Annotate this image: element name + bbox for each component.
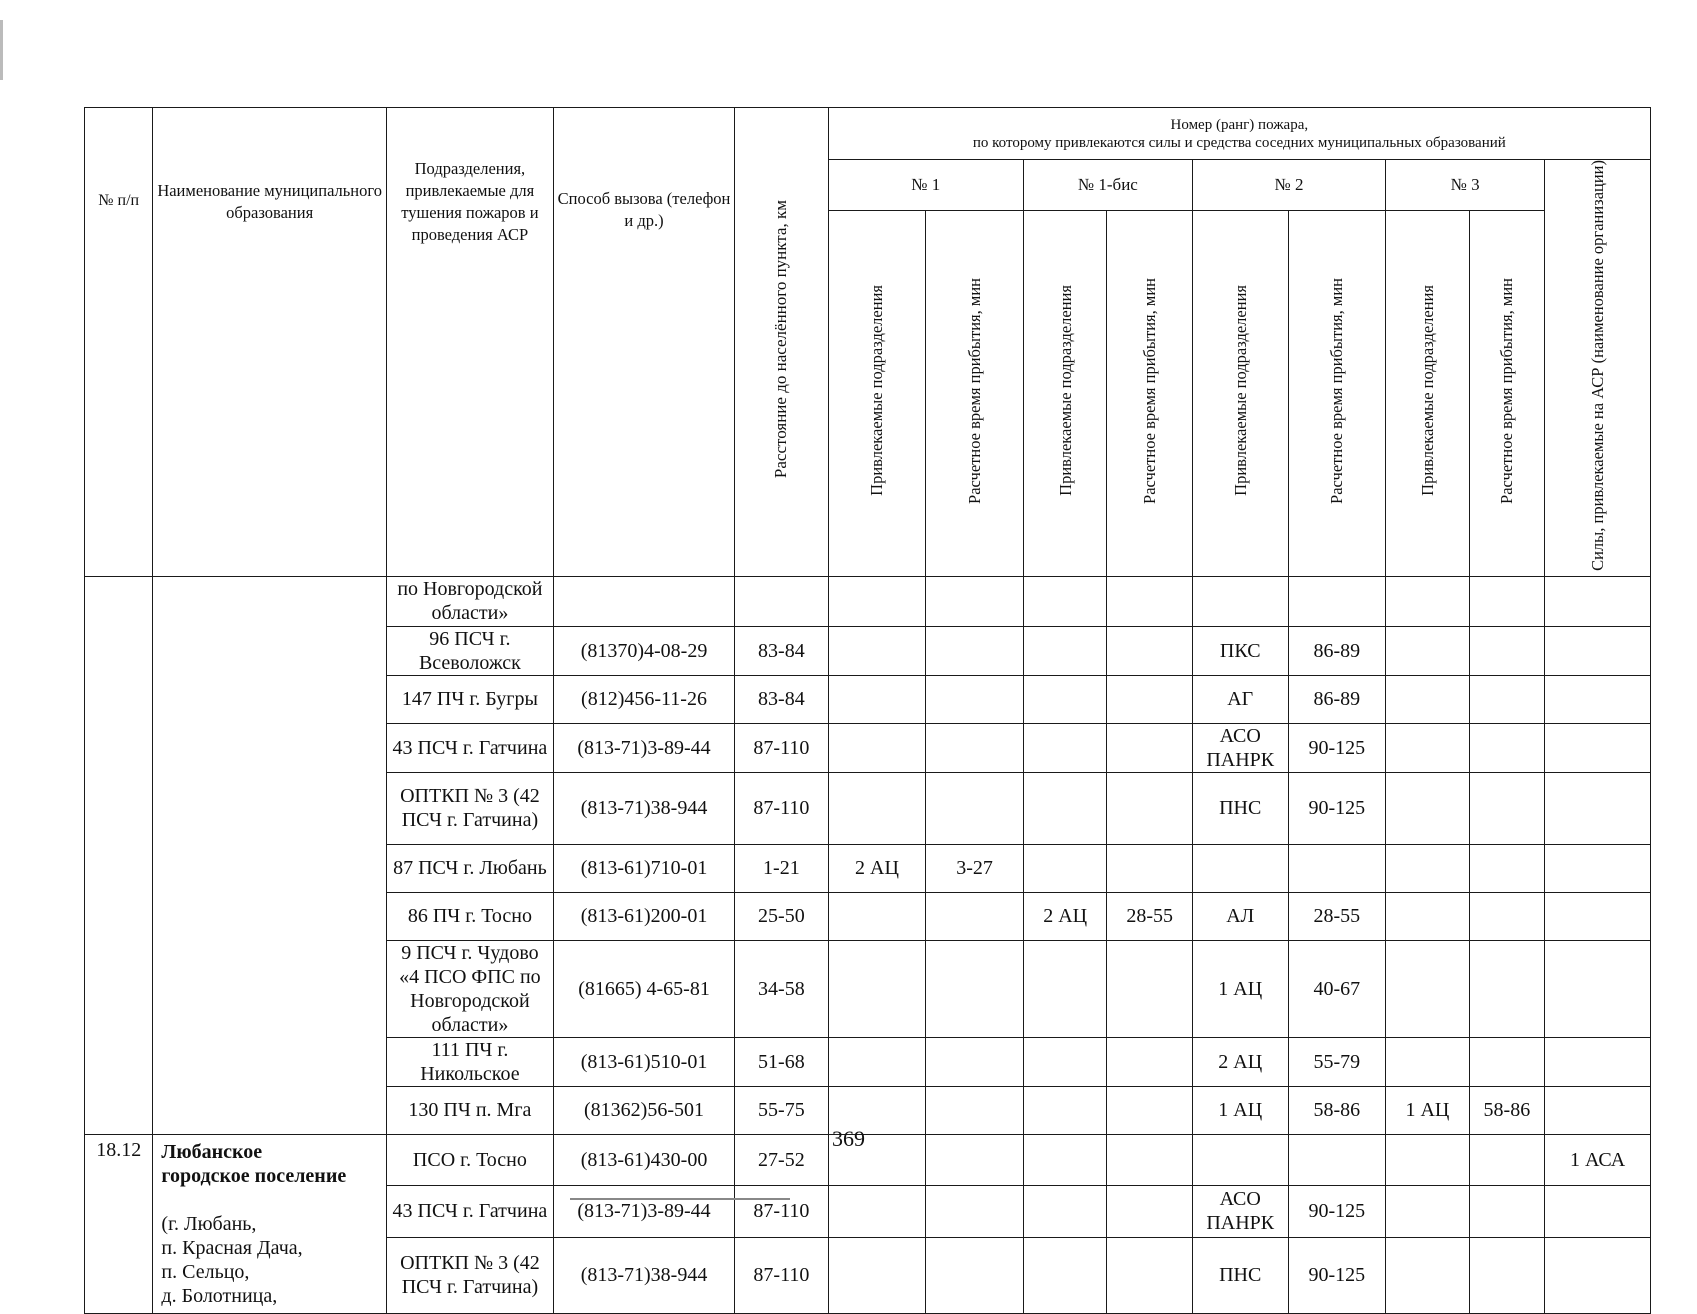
header-rank-group — [828, 108, 1650, 160]
rank1-units-cell — [828, 1237, 926, 1313]
municipality-name-line-1: Любанское — [161, 1140, 263, 1163]
unit-cell: ОПТКП № 3 (42 ПСЧ г. Гатчина) — [386, 1237, 553, 1313]
header-call-method: Способ вызова (телефон и др.) — [553, 108, 734, 577]
distance-cell: 87-110 — [735, 1185, 829, 1237]
continued-num-cell — [85, 576, 153, 1134]
rank2-units-cell: 1 АЦ — [1192, 940, 1288, 1037]
rank3-time-cell — [1469, 723, 1544, 772]
header-rank-title-1: Номер (ранг) пожара, — [1170, 116, 1309, 133]
phone-cell: (813-71)38-944 — [553, 772, 734, 844]
header-rank-2: № 2 — [1192, 160, 1385, 211]
distance-cell — [735, 576, 829, 626]
distance-cell: 27-52 — [735, 1134, 829, 1185]
header-asr-forces — [1545, 160, 1651, 577]
rank3-time-cell — [1469, 576, 1544, 626]
rank2-time-cell: 55-79 — [1288, 1037, 1386, 1086]
distance-cell: 83-84 — [735, 626, 829, 675]
distance-cell: 55-75 — [735, 1086, 829, 1134]
rank1bis-time-cell — [1107, 675, 1193, 723]
rank2-time-cell: 40-67 — [1288, 940, 1386, 1037]
asr-forces-cell — [1545, 1037, 1651, 1086]
asr-forces-cell — [1545, 892, 1651, 940]
rank1bis-time-cell — [1107, 772, 1193, 844]
header-municipality: Наименование муниципального образования — [153, 108, 386, 577]
phone-cell: (813-71)38-944 — [553, 1237, 734, 1313]
rank3-units-cell — [1386, 892, 1470, 940]
page-number: 369 — [832, 1126, 865, 1151]
rank2-units-cell: ПКС — [1192, 626, 1288, 675]
asr-forces-cell — [1545, 723, 1651, 772]
rank1-time-cell — [926, 1185, 1024, 1237]
rank1bis-time-cell — [1107, 844, 1193, 892]
header-rank-1: № 1 — [828, 160, 1023, 211]
rank3-time-cell — [1469, 844, 1544, 892]
asr-forces-cell — [1545, 772, 1651, 844]
phone-cell: (813-61)430-00 — [553, 1134, 734, 1185]
rank2-time-cell — [1288, 844, 1386, 892]
header-rank2-units — [1192, 210, 1288, 576]
header-distance-text: Расстояние до населённого пункта, км — [771, 200, 791, 479]
rank2-time-cell: 90-125 — [1288, 772, 1386, 844]
phone-cell: (813-71)3-89-44 — [553, 1185, 734, 1237]
rank3-time-cell — [1469, 675, 1544, 723]
rank1bis-time-cell — [1107, 1037, 1193, 1086]
municipality-place: (г. Любань, — [161, 1212, 257, 1235]
rank1-time-cell — [926, 772, 1024, 844]
rank1bis-time-cell — [1107, 576, 1193, 626]
municipality-name — [153, 1134, 386, 1313]
header-rank-3: № 3 — [1386, 160, 1545, 211]
header-rank1bis-units-text: Привлекаемые подразделения — [1055, 285, 1075, 497]
rank1-units-cell — [828, 772, 926, 844]
rank1bis-units-cell — [1023, 772, 1107, 844]
table-header — [85, 108, 1651, 577]
header-rank1bis-units — [1023, 210, 1107, 576]
rank1-units-cell — [828, 1037, 926, 1086]
rank2-units-cell — [1192, 844, 1288, 892]
rank1-time-cell — [926, 576, 1024, 626]
distance-cell: 87-110 — [735, 1237, 829, 1313]
unit-cell: 96 ПСЧ г. Всеволожск — [386, 626, 553, 675]
rank3-units-cell — [1386, 940, 1470, 1037]
rank3-time-cell — [1469, 772, 1544, 844]
phone-cell: (81362)56-501 — [553, 1086, 734, 1134]
rank1-time-cell — [926, 940, 1024, 1037]
rank2-time-cell: 86-89 — [1288, 675, 1386, 723]
header-asr-forces-text: Силы, привлекаемые на АСР (наименование организации) — [1588, 160, 1608, 571]
rank1bis-time-cell — [1107, 940, 1193, 1037]
rank1-units-cell — [828, 723, 926, 772]
rank2-time-cell: 28-55 — [1288, 892, 1386, 940]
rank1bis-units-cell — [1023, 1185, 1107, 1237]
rank1bis-time-cell — [1107, 1237, 1193, 1313]
rank3-time-cell — [1469, 1237, 1544, 1313]
unit-cell: по Новгородской области» — [386, 576, 553, 626]
rank1-time-cell — [926, 1037, 1024, 1086]
rank3-units-cell — [1386, 1037, 1470, 1086]
header-rank3-units-text: Привлекаемые подразделения — [1417, 285, 1437, 497]
rank2-units-cell: АСО ПАНРК — [1192, 1185, 1288, 1237]
distance-cell: 87-110 — [735, 723, 829, 772]
unit-cell: 43 ПСЧ г. Гатчина — [386, 723, 553, 772]
header-rank3-units — [1386, 210, 1470, 576]
unit-cell: 9 ПСЧ г. Чудово «4 ПСО ФПС по Новгородской области» — [386, 940, 553, 1037]
municipality-place: д. Болотница, — [161, 1284, 278, 1307]
rank2-units-cell — [1192, 576, 1288, 626]
distance-cell: 83-84 — [735, 675, 829, 723]
rank2-time-cell — [1288, 576, 1386, 626]
unit-cell: ОПТКП № 3 (42 ПСЧ г. Гатчина) — [386, 772, 553, 844]
rank2-units-cell: ПНС — [1192, 772, 1288, 844]
header-rank1-time — [926, 210, 1024, 576]
unit-cell: 111 ПЧ г. Никольское — [386, 1037, 553, 1086]
rank2-time-cell: 58-86 — [1288, 1086, 1386, 1134]
rank3-time-cell — [1469, 892, 1544, 940]
phone-cell: (813-71)3-89-44 — [553, 723, 734, 772]
rank1-units-cell — [828, 626, 926, 675]
rank2-units-cell: АГ — [1192, 675, 1288, 723]
municipality-place: п. Красная Дача, — [161, 1236, 303, 1259]
rank1bis-units-cell — [1023, 940, 1107, 1037]
rank3-units-cell — [1386, 844, 1470, 892]
phone-cell: (813-61)510-01 — [553, 1037, 734, 1086]
rank3-time-cell — [1469, 1037, 1544, 1086]
header-rank1-units-text: Привлекаемые подразделения — [867, 285, 887, 497]
rank1-units-cell — [828, 1185, 926, 1237]
municipality-name-line-2: городское поселение — [161, 1164, 347, 1187]
asr-forces-cell: 1 АСА — [1545, 1134, 1651, 1185]
rank2-units-cell: ПНС — [1192, 1237, 1288, 1313]
header-num: № п/п — [85, 108, 153, 577]
header-rank1-time-text: Расчетное время прибытия, мин — [965, 277, 985, 504]
header-rank3-time — [1469, 210, 1544, 576]
header-distance — [735, 108, 829, 577]
rank3-units-cell — [1386, 576, 1470, 626]
phone-cell: (81665) 4-65-81 — [553, 940, 734, 1037]
rank1-units-cell — [828, 892, 926, 940]
rank1-time-cell — [926, 723, 1024, 772]
rank1bis-time-cell — [1107, 626, 1193, 675]
header-units: Подразделения, привлекаемые для тушения пожаров и проведения АСР — [386, 108, 553, 577]
rank2-time-cell: 90-125 — [1288, 1237, 1386, 1313]
rank1-time-cell: 3-27 — [926, 844, 1024, 892]
table-row — [85, 576, 1651, 626]
unit-cell: 87 ПСЧ г. Любань — [386, 844, 553, 892]
municipality-number: 18.12 — [85, 1134, 153, 1313]
rank1-time-cell — [926, 675, 1024, 723]
rank1-units-cell — [828, 940, 926, 1037]
distance-cell: 34-58 — [735, 940, 829, 1037]
rank3-units-cell — [1386, 772, 1470, 844]
continued-name-cell — [153, 576, 386, 1134]
header-rank1bis-time-text: Расчетное время прибытия, мин — [1140, 277, 1160, 504]
rank1-time-cell — [926, 1237, 1024, 1313]
rank3-units-cell — [1386, 626, 1470, 675]
table-body — [85, 576, 1651, 1313]
rank1-units-cell: 2 АЦ — [828, 844, 926, 892]
scan-edge-mark — [0, 20, 3, 80]
rank1-units-cell — [828, 576, 926, 626]
phone-cell: (813-61)200-01 — [553, 892, 734, 940]
rank1bis-units-cell — [1023, 1237, 1107, 1313]
header-rank-1bis: № 1-бис — [1023, 160, 1192, 211]
unit-cell: ПСО г. Тосно — [386, 1134, 553, 1185]
rank1bis-units-cell — [1023, 576, 1107, 626]
rank2-time-cell: 90-125 — [1288, 1185, 1386, 1237]
rank2-time-cell: 90-125 — [1288, 723, 1386, 772]
rank3-time-cell — [1469, 1185, 1544, 1237]
rank2-units-cell: 1 АЦ — [1192, 1086, 1288, 1134]
rank1bis-units-cell — [1023, 1037, 1107, 1086]
distance-cell: 25-50 — [735, 892, 829, 940]
rank1bis-units-cell: 2 АЦ — [1023, 892, 1107, 940]
asr-forces-cell — [1545, 940, 1651, 1037]
rank2-time-cell: 86-89 — [1288, 626, 1386, 675]
rank1-time-cell — [926, 892, 1024, 940]
header-rank2-units-text: Привлекаемые подразделения — [1230, 285, 1250, 497]
phone-cell: (81370)4-08-29 — [553, 626, 734, 675]
header-rank2-time — [1288, 210, 1386, 576]
asr-forces-cell — [1545, 844, 1651, 892]
header-rank1bis-time — [1107, 210, 1193, 576]
rank3-units-cell — [1386, 675, 1470, 723]
unit-cell: 86 ПЧ г. Тосно — [386, 892, 553, 940]
rank3-time-cell — [1469, 626, 1544, 675]
rank3-units-cell — [1386, 1185, 1470, 1237]
asr-forces-cell — [1545, 626, 1651, 675]
rank1bis-units-cell — [1023, 723, 1107, 772]
header-rank2-time-text: Расчетное время прибытия, мин — [1327, 277, 1347, 504]
rank1bis-time-cell — [1107, 723, 1193, 772]
phone-cell: (813-61)710-01 — [553, 844, 734, 892]
unit-cell: 43 ПСЧ г. Гатчина — [386, 1185, 553, 1237]
unit-cell: 130 ПЧ п. Мга — [386, 1086, 553, 1134]
rank1-units-cell — [828, 675, 926, 723]
header-rank3-time-text: Расчетное время прибытия, мин — [1497, 277, 1517, 504]
asr-forces-cell — [1545, 1237, 1651, 1313]
asr-forces-cell — [1545, 576, 1651, 626]
rank1bis-units-cell — [1023, 675, 1107, 723]
rank2-units-cell: 2 АЦ — [1192, 1037, 1288, 1086]
rank1bis-time-cell — [1107, 1185, 1193, 1237]
header-rank1-units — [828, 210, 926, 576]
phone-cell — [553, 576, 734, 626]
rank2-units-cell: АЛ — [1192, 892, 1288, 940]
asr-forces-cell — [1545, 1185, 1651, 1237]
distance-cell: 87-110 — [735, 772, 829, 844]
phone-cell: (812)456-11-26 — [553, 675, 734, 723]
distance-cell: 51-68 — [735, 1037, 829, 1086]
rank3-time-cell: 58-86 — [1469, 1086, 1544, 1134]
municipality-place: п. Сельцо, — [161, 1260, 250, 1283]
rank1bis-time-cell: 28-55 — [1107, 892, 1193, 940]
rank3-units-cell — [1386, 723, 1470, 772]
rank1-time-cell — [926, 626, 1024, 675]
rank1bis-units-cell — [1023, 844, 1107, 892]
rank2-units-cell: АСО ПАНРК — [1192, 723, 1288, 772]
rank3-time-cell — [1469, 940, 1544, 1037]
header-rank-title-2: по которому привлекаются силы и средства соседних муниципальных образований — [972, 134, 1506, 151]
rank1bis-units-cell — [1023, 626, 1107, 675]
rank3-units-cell — [1386, 1237, 1470, 1313]
rank3-units-cell: 1 АЦ — [1386, 1086, 1470, 1134]
distance-cell: 1-21 — [735, 844, 829, 892]
asr-forces-cell — [1545, 675, 1651, 723]
unit-cell: 147 ПЧ г. Бугры — [386, 675, 553, 723]
